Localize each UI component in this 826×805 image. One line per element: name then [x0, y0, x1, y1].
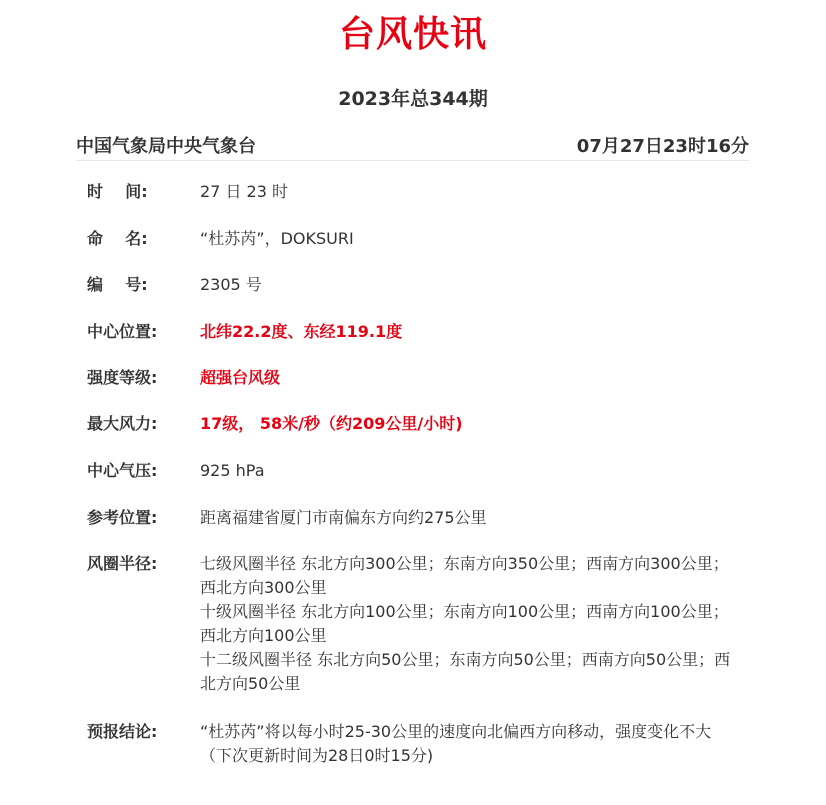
- field-label: 时 间:: [87, 182, 148, 201]
- forecast-line: （下次更新时间为28日0时15分): [200, 746, 434, 765]
- field-label: 预报结论:: [87, 722, 158, 741]
- wind-radius-line: 十级风圈半径 东北方向100公里；东南方向100公里；西南方向100公里；西北方向100公里: [200, 602, 729, 645]
- page-title: 台风快讯: [338, 14, 487, 55]
- field-label: 编 号:: [87, 275, 148, 294]
- field-value: 2305 号: [200, 275, 262, 294]
- field-value: 超强台风级: [200, 368, 281, 387]
- wind-radius-line: 十二级风圈半径 东北方向50公里；东南方向50公里；西南方向50公里；西北方向50公里: [200, 650, 731, 693]
- field-label: 命 名:: [87, 229, 148, 248]
- header-row: [76, 132, 749, 161]
- field-label: 中心位置:: [87, 322, 158, 341]
- field-label: 最大风力:: [87, 414, 158, 433]
- field-value: 17级， 58米/秒（约209公里/小时): [200, 414, 463, 433]
- field-value: [200, 552, 740, 696]
- field-value: 距离福建省厦门市南偏东方向约275公里: [200, 508, 487, 527]
- field-label: 参考位置:: [87, 508, 158, 527]
- issued-time: 07月27日23时16分: [576, 136, 749, 157]
- field-label: 风圈半径:: [87, 554, 158, 573]
- field-value: 北纬22.2度、东经119.1度: [200, 322, 403, 341]
- field-label: 强度等级:: [87, 368, 158, 387]
- wind-radius-line: 七级风圈半径 东北方向300公里；东南方向350公里；西南方向300公里；西北方向300公里: [200, 554, 729, 597]
- forecast-line: “杜苏芮”将以每小时25-30公里的速度向北偏西方向移动，强度变化不大: [200, 722, 712, 741]
- issue-number: 2023年总344期: [338, 88, 488, 110]
- field-value: “杜苏芮”，DOKSURI: [200, 229, 354, 248]
- field-value: 925 hPa: [200, 461, 265, 480]
- field-label: 中心气压:: [87, 461, 158, 480]
- field-value: [200, 720, 740, 768]
- agency-name: 中国气象局中央气象台: [76, 136, 256, 157]
- field-value: 27 日 23 时: [200, 182, 288, 201]
